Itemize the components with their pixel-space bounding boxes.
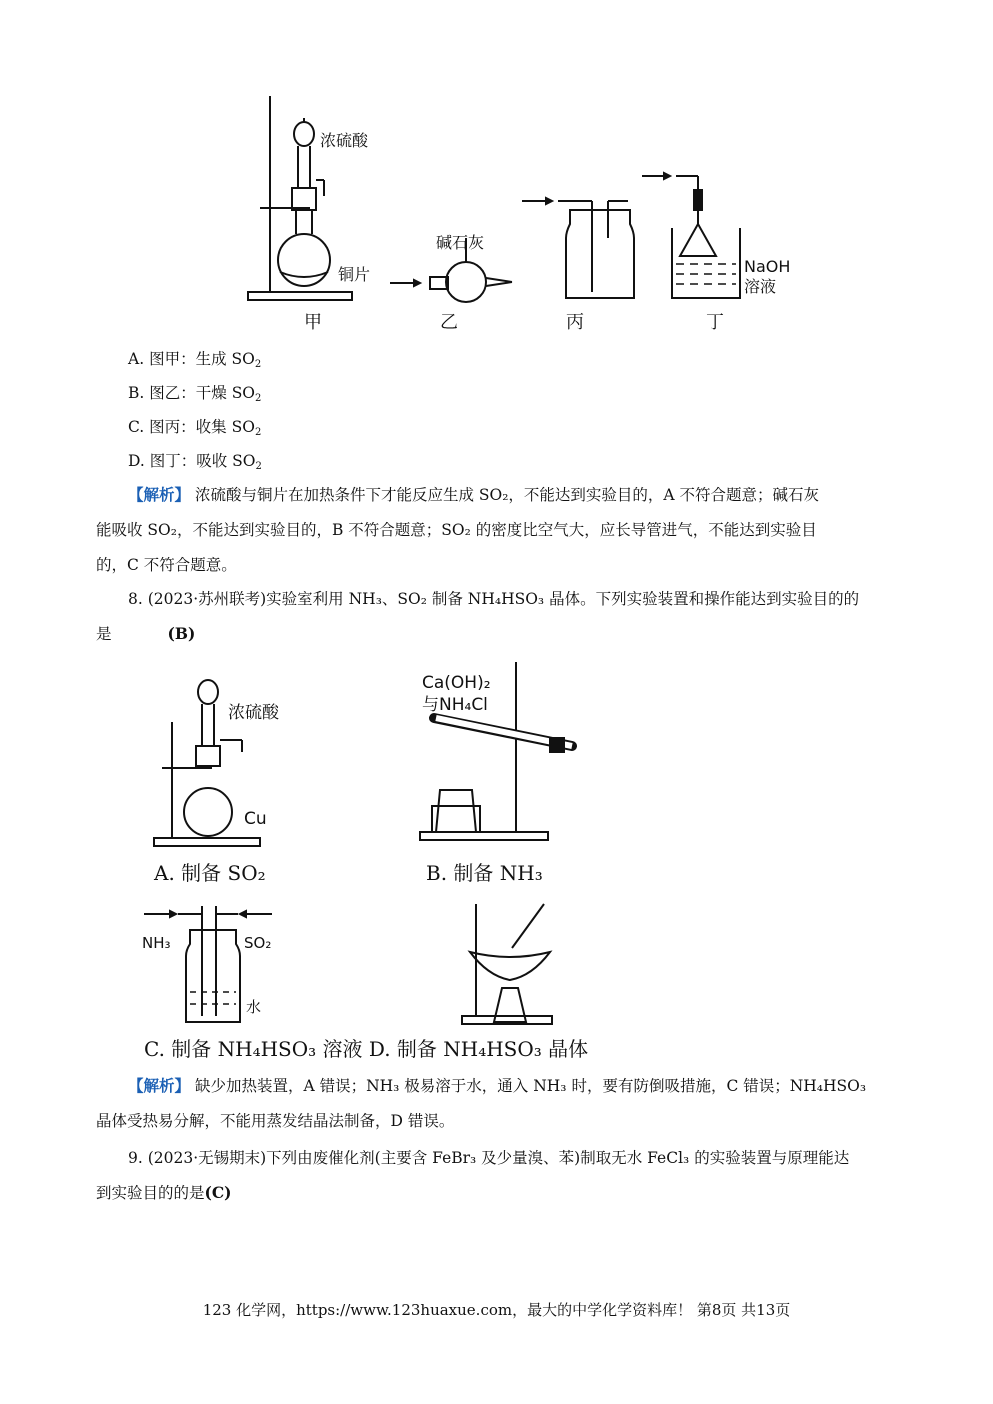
q8-analysis-line2: 晶体受热易分解，不能用蒸发结晶法制备，D 错误。 bbox=[96, 1112, 455, 1130]
caption-jia: 甲 bbox=[304, 312, 322, 333]
label-cu: Cu bbox=[244, 809, 267, 829]
q7-option-c: C. 图丙：收集 $SO_2$ bbox=[128, 418, 262, 438]
label-nh3: NH₃ bbox=[142, 934, 171, 952]
caption-a: A. 制备 SO₂ bbox=[154, 861, 266, 885]
label-solution: 溶液 bbox=[744, 277, 777, 296]
q8-stem-line2: 是 (B) bbox=[96, 624, 196, 643]
q9-stem-line1: 9. (2023·无锡期末)下列由废催化剂(主要含 FeBr₃ 及少量溴、苯)制取无水 FeCl₃ 的实验装置与原理能达 bbox=[128, 1149, 850, 1167]
label-water: 水 bbox=[246, 998, 262, 1016]
page-footer: 123 化学网，https://www.123huaxue.com，最大的中学化学资料库！ 第8页 共13页 bbox=[202, 1301, 791, 1319]
q9-answer: (C) bbox=[204, 1183, 232, 1202]
analysis-tag: 【解析】 bbox=[128, 486, 191, 504]
label-reagent2: 与NH₄Cl bbox=[422, 695, 488, 715]
figure-apparatus-2 bbox=[140, 652, 640, 1062]
q8-stem-line1: 8. (2023·苏州联考)实验室利用 NH₃、SO₂ 制备 NH₄HSO₃ 晶体。下列实验装置和操作能达到实验目的的 bbox=[128, 590, 860, 608]
caption-bing: 丙 bbox=[566, 312, 584, 333]
q7-option-d: D. 图丁：吸收 $SO_2$ bbox=[128, 452, 262, 472]
label-acid-1: 浓硫酸 bbox=[320, 131, 369, 150]
q7-analysis-line2: 能吸收 SO₂，不能达到实验目的，B 不符合题意；SO₂ 的密度比空气大，应长导管进气，不能达到实验目 bbox=[96, 521, 817, 539]
label-naoh: NaOH bbox=[744, 257, 791, 276]
q7-analysis-line1: 【解析】 浓硫酸与铜片在加热条件下才能反应生成 SO₂，不能达到实验目的，A 不符合题意；碱石灰 bbox=[128, 486, 820, 504]
caption-yi: 乙 bbox=[440, 312, 458, 333]
caption-ding: 丁 bbox=[706, 312, 724, 333]
label-copper: 铜片 bbox=[338, 265, 371, 284]
label-sodalime: 碱石灰 bbox=[436, 233, 485, 252]
label-acid-2: 浓硫酸 bbox=[228, 703, 279, 723]
q9-stem-line2: 到实验目的的是(C) bbox=[96, 1183, 232, 1202]
analysis-tag-2: 【解析】 bbox=[128, 1077, 191, 1095]
q8-analysis-line1: 【解析】 缺少加热装置，A 错误；NH₃ 极易溶于水，通入 NH₃ 时，要有防倒吸措施，C 错误；NH₄HSO₃ bbox=[128, 1077, 867, 1095]
caption-b: B. 制备 NH₃ bbox=[426, 861, 543, 885]
q7-analysis-line3: 的，C 不符合题意。 bbox=[96, 556, 237, 574]
q8-answer: (B) bbox=[167, 624, 196, 643]
label-reagent1: Ca(OH)₂ bbox=[422, 673, 491, 693]
figure-apparatus-1 bbox=[240, 88, 810, 338]
label-so2: SO₂ bbox=[244, 934, 272, 952]
caption-cd: C. 制备 NH₄HSO₃ 溶液 D. 制备 NH₄HSO₃ 晶体 bbox=[144, 1037, 589, 1061]
q7-option-b: B. 图乙：干燥 $SO_2$ bbox=[128, 384, 262, 404]
q7-option-a: A. 图甲：生成 $SO_2$ bbox=[128, 350, 262, 370]
